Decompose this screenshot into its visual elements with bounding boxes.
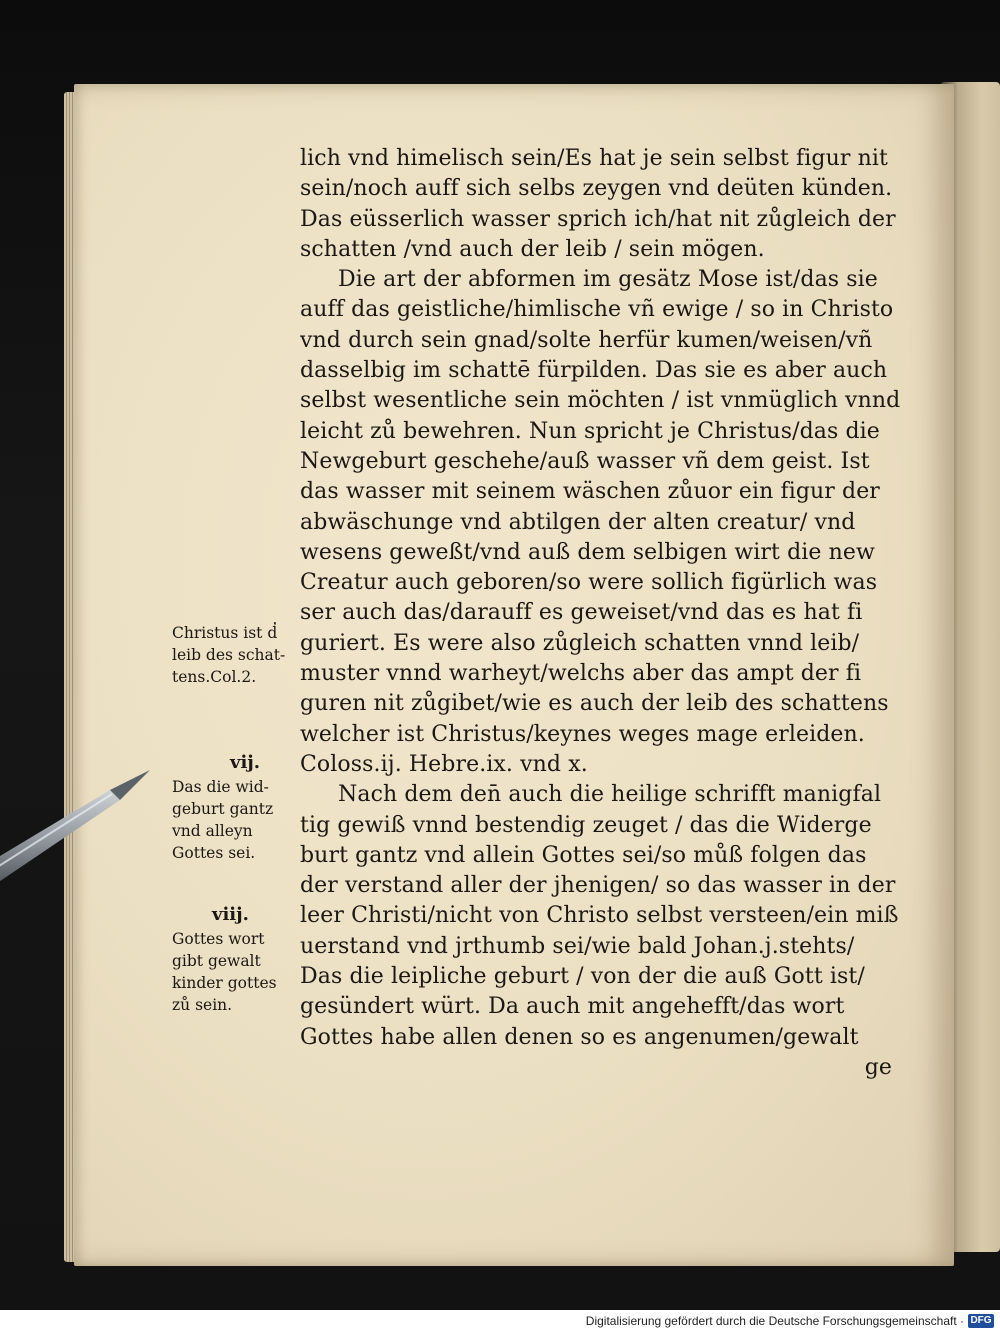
margin-note-gottes-wort [172,904,307,1016]
margin-line: leib des schat- [172,646,286,664]
text-line: guriert. Es were also zůgleich schatten vnnd leib/ [300,630,860,656]
text-line: lich vnd himelisch sein/Es hat je sein selbst figur nit [300,146,888,171]
catchword: ge [864,1054,892,1080]
text-line: selbst wesentliche sein möchten / ist vnmüglich vnnd [300,388,901,414]
margin-line: Gottes wort [172,930,265,948]
text-line: dasselbig im schattē fürpilden. Das sie es aber auch [300,358,888,384]
margin-line: kinder gottes [172,974,277,992]
text-line: der verstand aller der jhenigen/ so das wasser in der [300,873,896,899]
text-line: Newgeburt geschehe/auß wasser vñ dem geist. Ist [300,448,870,474]
margin-number: vij. [230,752,261,773]
main-text-block [300,144,900,1083]
text-line: guren nit zůgibet/wie es auch der leib des schattens [300,691,889,717]
margin-line: Gottes sei. [172,844,256,862]
margin-line: gibt gewalt [172,952,261,970]
text-line: Creatur auch geboren/so were sollich figürlich was [300,570,878,596]
text-line: Das eüsserlich wasser sprich ich/hat nit zůgleich der [300,206,896,232]
pen-body [0,790,120,900]
text-line: burt gantz vnd allein Gottes sei/so můß folgen das [300,842,867,868]
text-line: Nach dem den̄ auch die heilige schrifft manigfal [338,782,882,808]
dfg-logo-icon: DFG [968,1314,994,1328]
text-line: wesens geweßt/vnd auß dem selbigen wirt die new [300,539,875,565]
text-line: welcher ist Christus/keynes weges mage erleiden. [300,721,865,747]
margin-number: viij. [212,904,249,925]
text-line: das wasser mit seinem wäschen zůuor ein figur der [300,479,880,505]
margin-line: tens.Col.2. [172,668,257,686]
text-line: tig gewiß vnnd bestendig zeuget / das die Widerge [300,812,872,838]
text-line: Das die leipliche geburt / von der die auß Gott ist/ [300,964,865,990]
margin-line: vnd alleyn [172,822,253,840]
text-line: leicht zů bewehren. Nun spricht je Christus/das die [300,418,880,444]
text-line: leer Christi/nicht von Christo selbst versteen/ein miß [300,903,899,929]
text-line: Gottes habe allen denen so es angenumen/gewalt [300,1024,859,1050]
text-line: auff das geistliche/himlische vñ ewige / so in Christo [300,297,894,323]
text-line: uerstand vnd jrthumb sei/wie bald Johan.j.stehts/ [300,933,855,959]
pen-tip [110,770,150,800]
text-line: vnd durch sein gnad/solte herfür kumen/weisen/vñ [300,327,873,353]
text-line: ser auch das/darauff es geweiset/vnd das es hat fi [300,600,863,626]
text-line: Coloss.ij. Hebre.ix. vnd x. [300,751,588,777]
text-line: abwäschunge vnd abtilgen der alten creatur/ vnd [300,509,856,535]
margin-line: Das die wid- [172,778,269,796]
text-line: gesündert würt. Da auch mit angehefft/das wort [300,994,845,1020]
margin-note-christus [172,622,307,688]
margin-line: Christus ist d̓ [172,624,278,642]
text-line: sein/noch auff sich selbs zeygen vnd deüten künden. [300,176,893,202]
footer-credit: Digitalisierung gefördert durch die Deutsche Forschungsgemeinschaft · [585,1314,964,1328]
pen-pointer [0,760,190,920]
margin-line: geburt gantz [172,800,274,818]
margin-line: zů sein. [172,996,233,1014]
text-line: muster vnnd warheyt/welchs aber das ampt der fi [300,661,862,687]
text-line: schatten /vnd auch der leib / sein mögen. [300,236,765,262]
margin-note-widgeburt [172,752,307,864]
text-line: Die art der abformen im gesätz Mose ist/das sie [338,267,878,293]
